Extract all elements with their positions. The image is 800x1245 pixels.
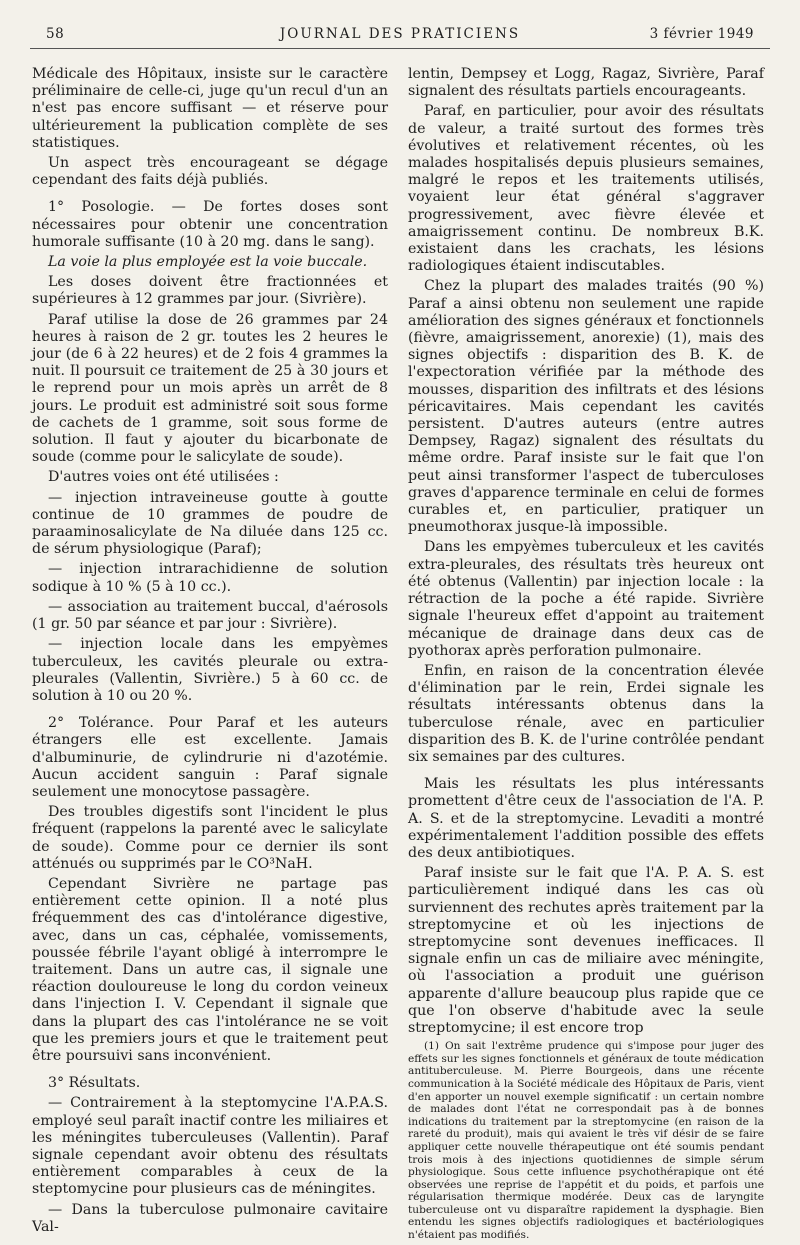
paragraph: Paraf insiste sur le fait que l'A. P. A. S. est particulièrement indiqué dans les cas où surviennent des rechutes après traitement par la streptomycine et où les injections de streptomycine sont devenues inefficaces. Il signale enfin un cas de miliaire avec méningite, où l'association a produit une guérison apparente d'allure beaucoup plus rapide que ce que l'on observe d'habitude avec la seule streptomycine; il est encore trop <box>408 865 764 1036</box>
paragraph: Paraf, en particulier, pour avoir des résultats de valeur, a traité surtout des formes très évolutives et relativement récentes, où les malades hospitalisés depuis plusieurs semaines, malgré le repos et les traitements utilisés, voyaient leur état général s'aggraver progressivement, avec fièvre élevée et amaigrissement continu. De nombreux B.K. existaient dans les crachats, les lésions radiologiques étaient indiscutables. <box>408 103 764 275</box>
right-column <box>408 66 764 1245</box>
paragraph: La voie la plus employée est la voie buccale. <box>48 254 368 271</box>
paragraph: Paraf utilise la dose de 26 grammes par 24 heures à raison de 2 gr. toutes les 2 heures le jour (de 6 à 22 heures) et de 2 fois 4 grammes la nuit. Il poursuit ce traitement de 25 à 30 jours et le reprend pour un mois après un arrêt de 8 jours. Le produit est administré soit sous forme de cachets de 1 gramme, soit sous forme de solution. Il faut y ajouter du bicarbonate de soude (comme pour le salicylate de soude). <box>32 311 388 466</box>
paragraph: Des troubles digestifs sont l'incident le plus fréquent (rappelons la parenté avec le salicylate de soude). Comme pour ce dernier ils sont atténués ou supprimés par le CO³NaH. <box>32 804 388 872</box>
issue-date: 3 février 1949 <box>649 26 754 42</box>
paragraph: Les doses doivent être fractionnées et supérieures à 12 grammes par jour. (Sivrière). <box>32 274 388 308</box>
list-item: — injection intrarachidienne de solution sodique à 10 % (5 à 10 cc.). <box>32 561 388 595</box>
list-item: — association au traitement buccal, d'aérosols (1 gr. 50 par séance et par jour : Sivrière). <box>32 598 388 633</box>
paragraph: lentin, Dempsey et Logg, Ragaz, Sivrière, Paraf signalent des résultats partiels encourageants. <box>408 66 764 100</box>
section-resultats: 3° Résultats. <box>48 1075 141 1092</box>
paragraph: Enfin, en raison de la concentration élevée d'élimination par le rein, Erdei signale les résultats intéressants obtenus dans la tuberculose rénale, avec en particulier disparition des B. K. de l'urine contrôlée pendant six semaines par des cultures. <box>408 662 764 765</box>
section-posologie: 1° Posologie. — De fortes doses sont nécessaires pour obtenir une concentration humorale suffisante (10 à 20 mg. dans le sang). <box>32 199 388 250</box>
list-item: — injection intraveineuse goutte à goutte continue de 10 grammes de poudre de paraaminosalicylate de Na diluée dans 125 cc. de sérum physiologique (Paraf); <box>32 489 388 558</box>
journal-title: JOURNAL DES PRATICIENS <box>279 26 521 42</box>
paragraph: D'autres voies ont été utilisées : <box>48 469 279 486</box>
left-column <box>32 66 388 1239</box>
header-rule <box>30 48 770 49</box>
paragraph: Cependant Sivrière ne partage pas entièrement cette opinion. Il a noté plus fréquemment des cas d'intolérance digestive, avec, dans un cas, céphalée, vomissements, poussée fébrile l'ayant obligé à interrompre le traitement. Dans un autre cas, il signale une réaction douloureuse le long du cordon veineux dans l'injection I. V. Cependant il signale que dans la plupart des cas l'intolérance ne se voit que les premiers jours et que le traitement peut être poursuivi sans inconvénient. <box>32 875 388 1064</box>
section-tolerance: 2° Tolérance. Pour Paraf et les auteurs étrangers elle est excellente. Jamais d'albuminurie, de cylindrurie ni d'azotémie. Aucun accident sanguin : Paraf signale seulement une monocytose passagère. <box>32 715 388 800</box>
paragraph: Un aspect très encourageant se dégage cependant des faits déjà publiés. <box>32 155 388 189</box>
paragraph: Médicale des Hôpitaux, insiste sur le caractère préliminaire de celle-ci, juge qu'un recul d'un an n'est pas encore suffisant — et réserve pour ultérieurement la publication complète de ses statistiques. <box>32 66 388 151</box>
page-header <box>46 24 754 46</box>
paragraph: Mais les résultats les plus intéressants promettent d'être ceux de l'association de l'A. P. A. S. et de la streptomycine. Levaditi a montré expérimentalement l'addition possible des effets des deux antibiotiques. <box>408 776 764 861</box>
paragraph: — Dans la tuberculose pulmonaire cavitaire Val- <box>32 1201 388 1235</box>
page-number: 58 <box>46 26 65 42</box>
paragraph: Chez la plupart des malades traités (90 %) Paraf a ainsi obtenu non seulement une rapide amélioration des signes généraux et fonctionnels (fièvre, amaigrissement, anorexie) (1), mais des signes objectifs : disparition des B. K. de l'expectoration vérifiée par la méthode des mousses, disparition des infiltrats et des lésions péricavitaires. Mais cependant les cavités persistent. D'autres auteurs (entre autres Dempsey, Ragaz) signalent des résultats du même ordre. Paraf insiste sur le fait que l'on peut ainsi transformer l'aspect de tuberculoses graves d'apparence terminale en celui de formes curables et, en particulier, pratiquer un pneumothorax jusque-là impossible. <box>408 278 764 536</box>
paragraph: — Contrairement à la steptomycine l'A.P.A.S. employé seul paraît inactif contre les miliaires et les méningites tuberculeuses (Vallentin). Paraf signale cependant avoir obtenu des résultats entièrement comparables à ceux de la steptomycine pour plusieurs cas de méningites. <box>32 1095 388 1198</box>
list-item: — injection locale dans les empyèmes tuberculeux, les cavités pleurale ou extra-pleurales (Vallentin, Sivrière.) 5 à 60 cc. de solution à 10 ou 20 %. <box>32 636 388 704</box>
paragraph: Dans les empyèmes tuberculeux et les cavités extra-pleurales, des résultats très heureux ont été obtenus (Vallentin) par injection locale : la rétraction de la poche a été rapide. Sivrière signale l'heureux effet d'appoint au traitement mécanique de drainage dans deux cas de pyothorax après perforation pulmonaire. <box>408 539 764 659</box>
footnote: (1) On sait l'extrême prudence qui s'impose pour juger des effets sur les signes fonctionnels et généraux de toute médication antituberculeuse. M. Pierre Bourgeois, dans une récente communication à la Société médicale des Hôpitaux de Paris, vient d'en apporter un nouvel exemple significatif : un certain nombre de malades dont l'état ne correspondait pas à de bonnes indications du traitement par la streptomycine (en raison de la rareté du produit), mais qui avaient le très vif désir de se faire appliquer cette nouvelle thérapeutique ont été soumis pendant trois mois à des injections quotidiennes de simple sérum physiologique. Sous cette influence psychothérapique ont été observées une reprise de l'appétit et du poids, et parfois une régularisation thermique modérée. Deux cas de laryngite tuberculeuse ont vu disparaître rapidement la dysphagie. Bien entendu les signes objectifs radiologiques et bactériologiques n'étaient pas modifiés. <box>408 1040 764 1242</box>
